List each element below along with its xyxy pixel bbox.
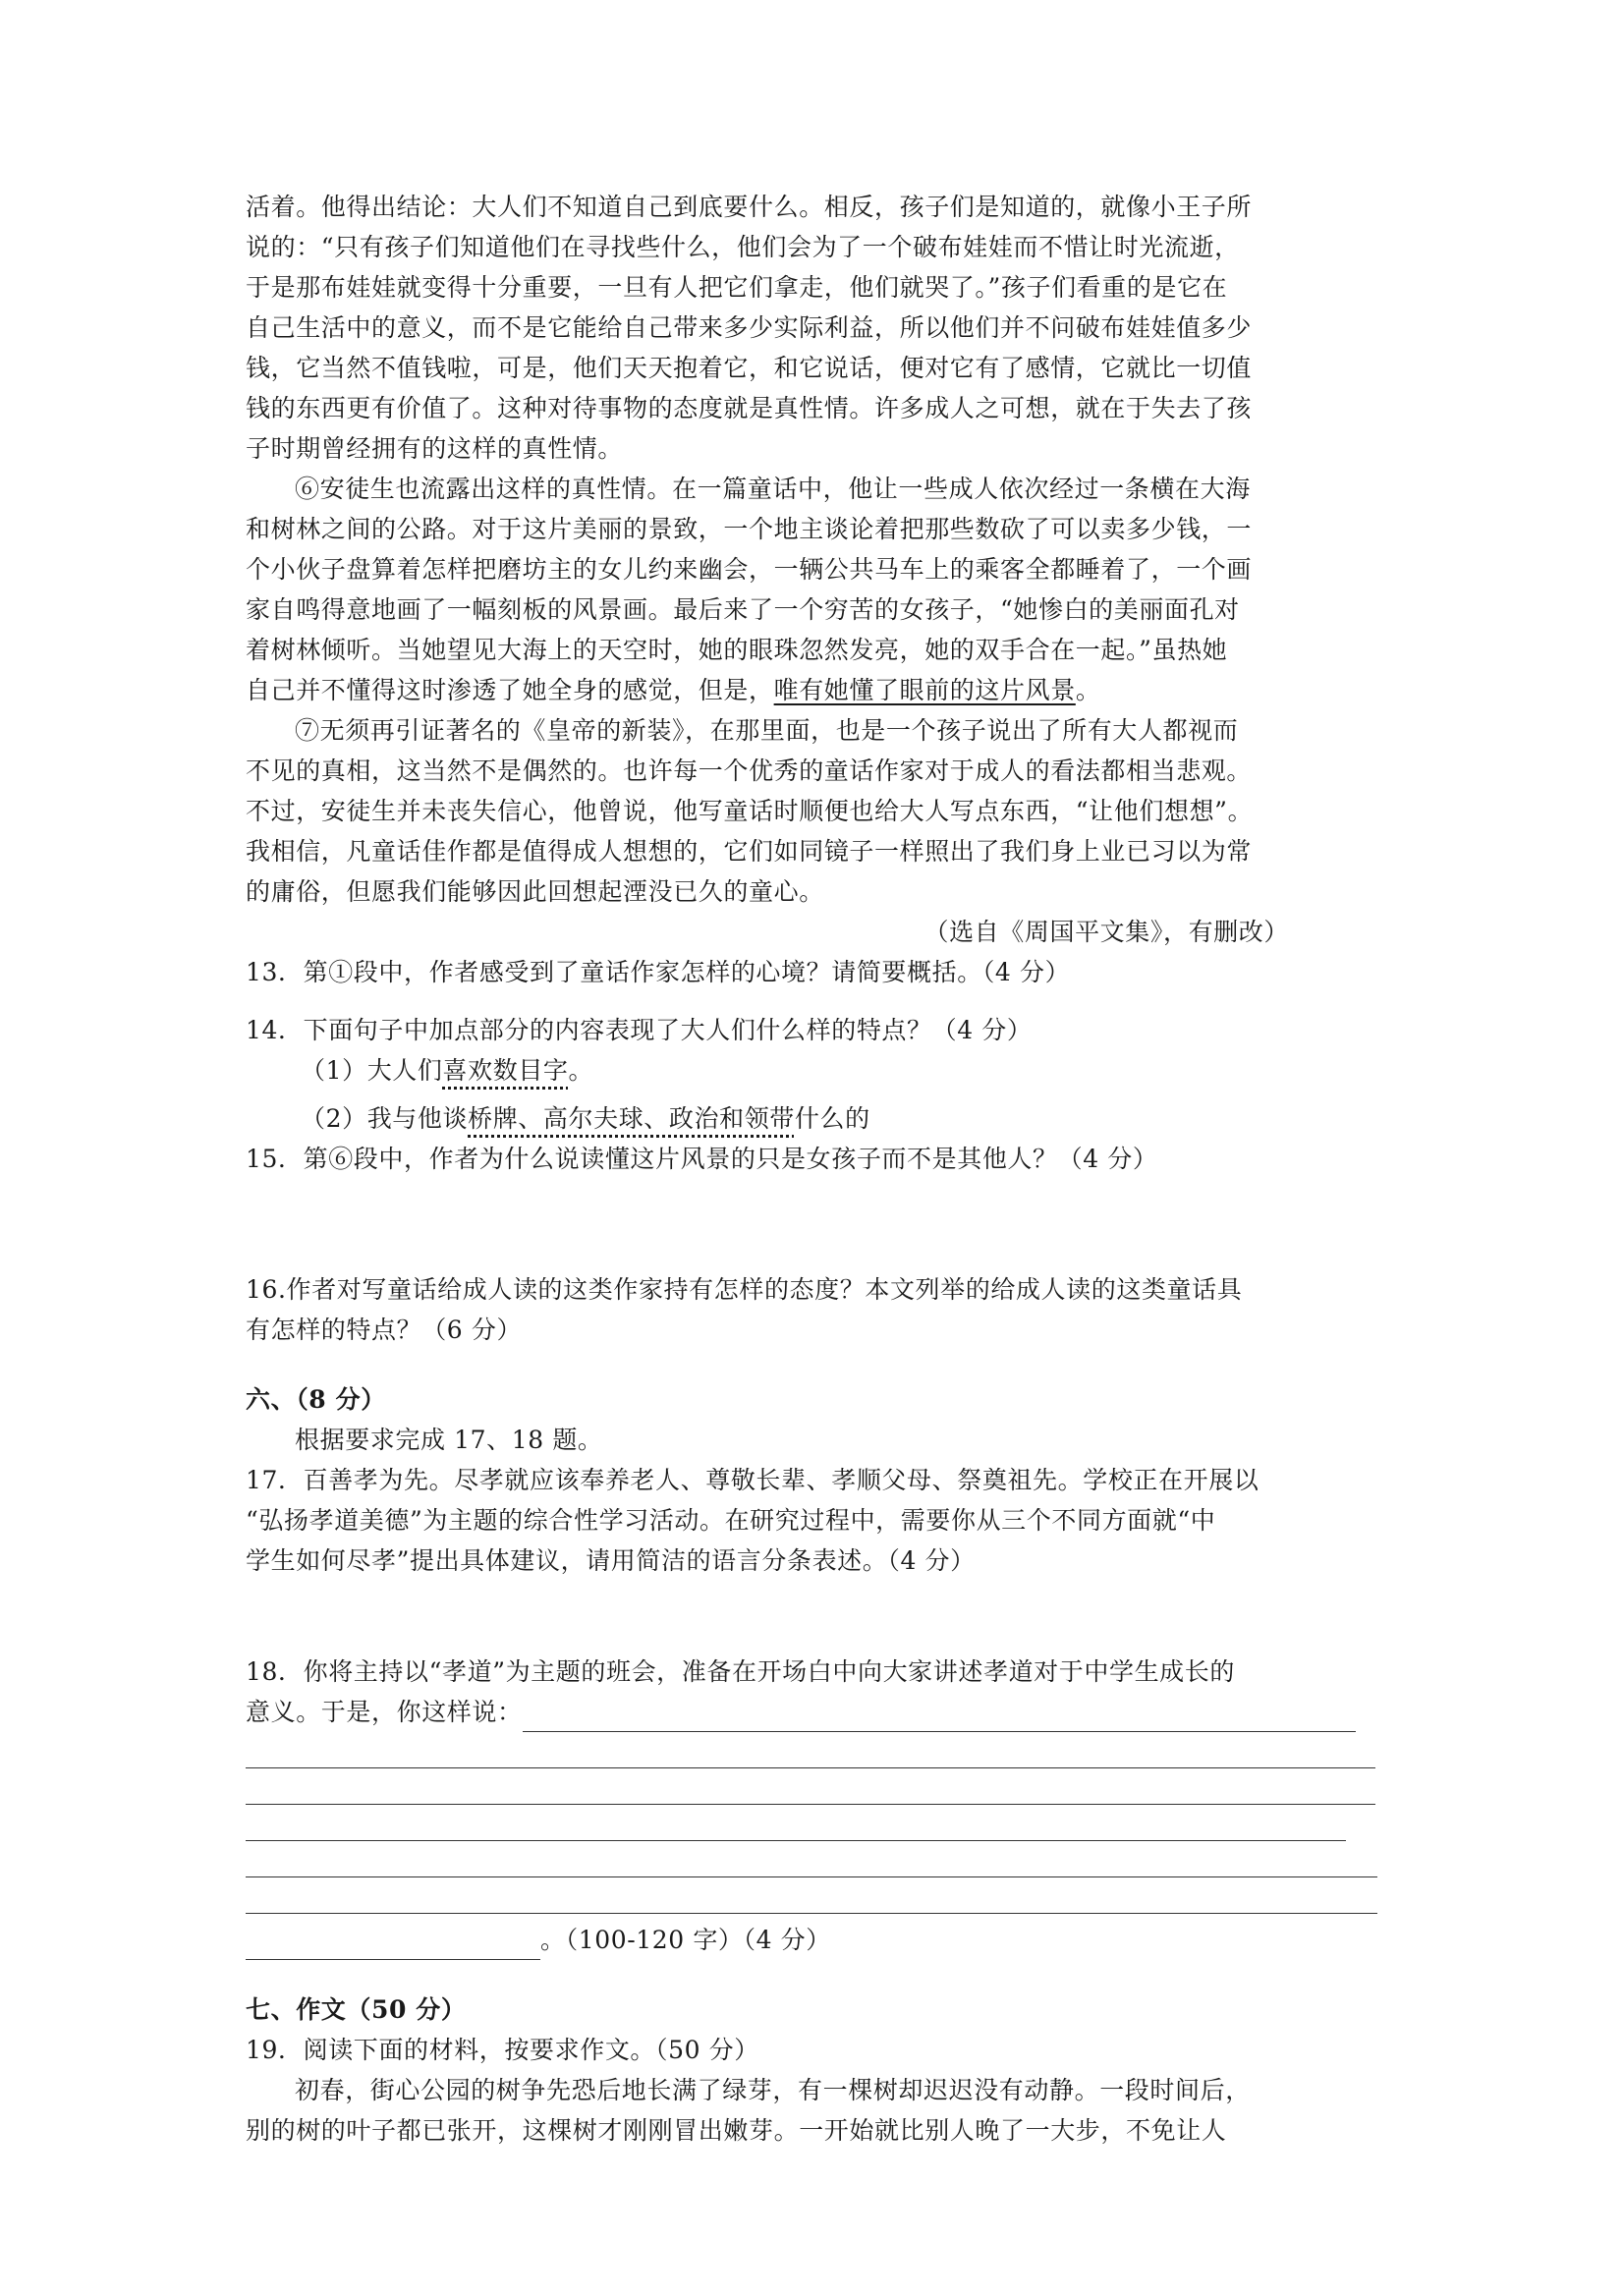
answer-line[interactable] bbox=[246, 1841, 1377, 1877]
text-segment: 意义。于是，你这样说： bbox=[246, 1698, 523, 1726]
text-line: 自己生活中的意义，而不是它能给自己带来多少实际利益，所以他们并不问破布娃娃值多少 bbox=[246, 313, 1253, 342]
question-17 bbox=[246, 1460, 1395, 1581]
answer-line[interactable] bbox=[246, 1877, 1377, 1914]
text-line: 于是那布娃娃就变得十分重要，一旦有人把它们拿走，他们就哭了。”孩子们看重的是它在 bbox=[246, 273, 1228, 302]
text-line: 钱，它当然不值钱啦，可是，他们天天抱着它，和它说话，便对它有了感情，它就比一切值 bbox=[246, 354, 1253, 382]
answer-blank[interactable] bbox=[246, 1930, 540, 1960]
section-6-heading: 六、（8 分） bbox=[246, 1385, 386, 1414]
text-line: 学生如何尽孝”提出具体建议，请用简洁的语言分条表述。（4 分） bbox=[246, 1546, 976, 1575]
composition-material bbox=[246, 2070, 1395, 2151]
question-15: 15．第⑥段中，作者为什么说读懂这片风景的只是女孩子而不是其他人？（4 分） bbox=[246, 1145, 1158, 1173]
text-line bbox=[246, 670, 1395, 710]
underlined-phrase: 唯有她懂了眼前的这片风景 bbox=[773, 676, 1076, 704]
answer-space bbox=[246, 1350, 1395, 1379]
text-segment: 。 bbox=[568, 1056, 594, 1085]
text-segment: 自己并不懂得这时渗透了她全身的感觉，但是， bbox=[246, 676, 774, 704]
answer-line[interactable] bbox=[246, 1805, 1346, 1841]
text-line bbox=[246, 1692, 1395, 1732]
text-line: 活着。他得出结论：大人们不知道自己到底要什么。相反，孩子们是知道的，就像小王子所 bbox=[246, 193, 1253, 221]
text-line: 和树林之间的公路。对于这片美丽的景致，一个地主谈论着把那些数砍了可以卖多少钱，一 bbox=[246, 515, 1253, 543]
text-line: 不过，安徒生并未丧失信心，他曾说，他写童话时顺便也给大人写点东西，“让他们想想”。 bbox=[246, 797, 1254, 825]
text-line: 的庸俗，但愿我们能够因此回想起湮没已久的童心。 bbox=[246, 877, 824, 906]
text-line: 家自鸣得意地画了一幅刻板的风景画。最后来了一个穷苦的女孩子，“她惨白的美丽面孔对 bbox=[246, 595, 1240, 624]
question-18 bbox=[246, 1652, 1395, 1960]
text-line: 子时期曾经拥有的这样的真性情。 bbox=[246, 434, 624, 463]
paragraph-5 bbox=[246, 187, 1395, 469]
text-line: 有怎样的特点？（6 分） bbox=[246, 1316, 523, 1344]
question-14: 14．下面句子中加点部分的内容表现了大人们什么样的特点？（4 分） bbox=[246, 1016, 1033, 1044]
text-segment: 。 bbox=[1075, 676, 1101, 704]
text-line: 钱的东西更有价值了。这种对待事物的态度就是真性情。许多成人之可想，就在于失去了孩 bbox=[246, 394, 1253, 422]
text-line: 初春，街心公园的树争先恐后地长满了绿芽，有一棵树却迟迟没有动静。一段时间后， bbox=[295, 2076, 1251, 2104]
text-segment: 什么的 bbox=[794, 1104, 870, 1133]
paragraph-7 bbox=[246, 710, 1395, 912]
text-line: 着树林倾听。当她望见大海上的天空时，她的眼珠忽然发亮，她的双手合在一起。”虽热她 bbox=[246, 636, 1228, 664]
question-14-item-2 bbox=[246, 1098, 1395, 1139]
source-citation: （选自《周国平文集》，有删改） bbox=[923, 918, 1289, 946]
text-line: 18．你将主持以“孝道”为主题的班会，准备在开场白中向大家讲述孝道对于中学生成长的 bbox=[246, 1657, 1235, 1686]
section-7-heading: 七、作文（50 分） bbox=[246, 1995, 467, 2024]
dotted-phrase: 喜欢数目字 bbox=[442, 1056, 569, 1085]
text-line: 别的树的叶子都已张开，这棵树才刚刚冒出嫩芽。一开始就比别人晚了一大步，不免让人 bbox=[246, 2116, 1227, 2145]
text-line: “弘扬孝道美德”为主题的综合性学习活动。在研究过程中，需要你从三个不同方面就“中 bbox=[246, 1506, 1216, 1535]
question-16 bbox=[246, 1269, 1395, 1350]
paragraph-6 bbox=[246, 469, 1395, 710]
text-segment: （1）大人们 bbox=[301, 1056, 443, 1085]
question-13: 13．第①段中，作者感受到了童话作家怎样的心境？请简要概括。（4 分） bbox=[246, 958, 1071, 986]
text-line: 个小伙子盘算着怎样把磨坊主的女儿约来幽会，一辆公共马车上的乘客全都睡着了，一个画 bbox=[246, 555, 1253, 584]
question-14-item-1 bbox=[246, 1050, 1395, 1091]
text-line: ⑦无须再引证著名的《皇帝的新装》，在那里面，也是一个孩子说出了所有大人都视而 bbox=[295, 716, 1239, 745]
text-line: 我相信，凡童话佳作都是值得成人想想的，它们如同镜子一样照出了我们身上业已习以为常 bbox=[246, 837, 1253, 866]
answer-line[interactable] bbox=[246, 1732, 1375, 1768]
text-segment: 。（100-120 字）（4 分） bbox=[540, 1926, 831, 1954]
text-line: ⑥安徒生也流露出这样的真性情。在一篇童话中，他让一些成人依次经过一条横在大海 bbox=[295, 475, 1251, 503]
dotted-phrase: 桥牌、高尔夫球、政治和领带 bbox=[468, 1104, 795, 1133]
answer-space bbox=[246, 992, 1395, 1010]
text-line: 不见的真相，这当然不是偶然的。也许每一个优秀的童话作家对于成人的看法都相当悲观。 bbox=[246, 756, 1253, 785]
answer-line[interactable] bbox=[246, 1768, 1375, 1805]
section-6-intro: 根据要求完成 17、18 题。 bbox=[295, 1426, 603, 1454]
spacer bbox=[246, 1960, 1395, 1989]
text-line: 说的：“只有孩子们知道他们在寻找些什么，他们会为了一个破布娃娃而不惜让时光流逝， bbox=[246, 233, 1240, 261]
exam-page bbox=[246, 187, 1395, 2151]
answer-space bbox=[246, 1179, 1395, 1269]
text-line: 16.作者对写童话给成人读的这类作家持有怎样的态度？本文列举的给成人读的这类童话具 bbox=[246, 1275, 1243, 1304]
answer-space bbox=[246, 1581, 1395, 1652]
text-line: 17．百善孝为先。尽孝就应该奉养老人、尊敬长辈、孝顺父母、祭奠祖先。学校正在开展以 bbox=[246, 1466, 1259, 1494]
text-segment: （2）我与他谈 bbox=[301, 1104, 469, 1133]
text-line bbox=[246, 1920, 1395, 1960]
question-19: 19．阅读下面的材料，按要求作文。（50 分） bbox=[246, 2036, 759, 2064]
answer-blank[interactable] bbox=[523, 1702, 1356, 1732]
